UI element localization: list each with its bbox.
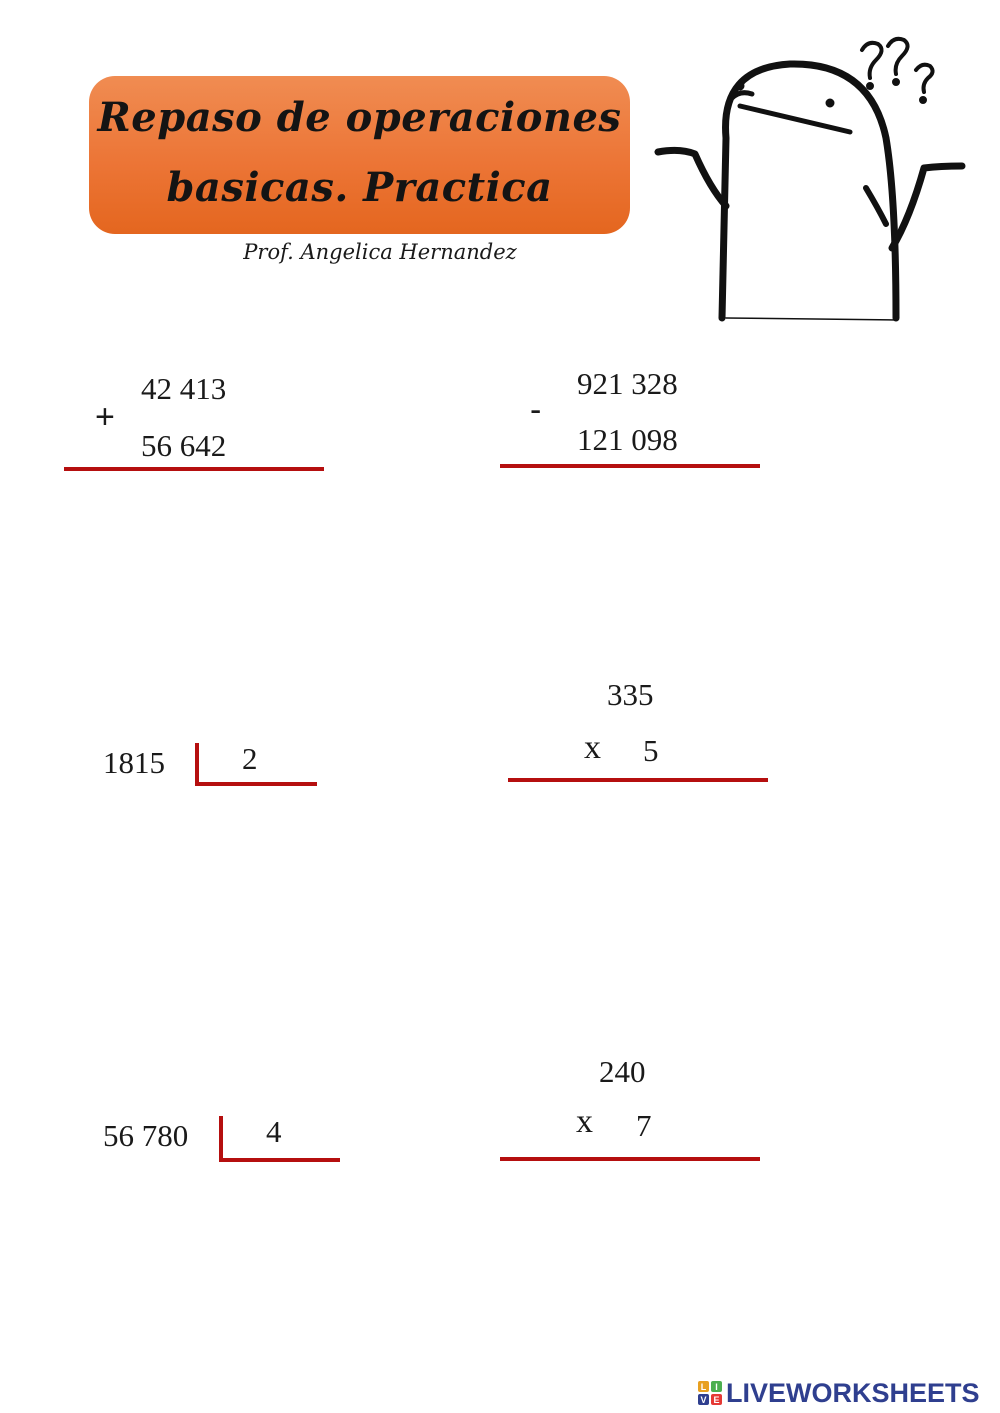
multiplication-2-bottom-number: 7 <box>636 1108 652 1143</box>
multiplication-2-answer-line <box>500 1157 760 1161</box>
author-name: Prof. Angelica Hernandez <box>243 240 517 264</box>
title-banner <box>89 76 630 234</box>
division-2-dividend: 56 780 <box>103 1118 189 1153</box>
addition-bottom-number: 56 642 <box>141 428 227 463</box>
title-line-1: Repaso de operaciones <box>97 94 622 141</box>
logo-letter-l: L <box>698 1381 709 1392</box>
division-1-dividend: 1815 <box>103 745 165 780</box>
addition-operator: + <box>95 398 115 436</box>
subtraction-top-number: 921 328 <box>577 366 678 401</box>
division-1-divisor: 2 <box>242 741 258 776</box>
division-2-bracket-horizontal <box>219 1158 340 1162</box>
liveworksheets-logo-icon <box>698 1381 722 1405</box>
multiplication-2-top-number: 240 <box>599 1054 646 1089</box>
multiplication-1-bottom-number: 5 <box>643 733 659 768</box>
multiplication-1-answer-line <box>508 778 768 782</box>
liveworksheets-watermark <box>698 1378 980 1408</box>
division-2-divisor: 4 <box>266 1114 282 1149</box>
division-1-bracket-vertical <box>195 743 199 786</box>
addition-top-number: 42 413 <box>141 371 227 406</box>
subtraction-bottom-number: 121 098 <box>577 422 678 457</box>
addition-answer-line <box>64 467 324 471</box>
multiplication-1-top-number: 335 <box>607 677 654 712</box>
division-2-bracket-vertical <box>219 1116 223 1162</box>
division-1-bracket-horizontal <box>195 782 317 786</box>
confused-character-illustration <box>640 28 980 338</box>
subtraction-answer-line <box>500 464 760 468</box>
logo-letter-v: V <box>698 1394 709 1405</box>
logo-letter-i: I <box>711 1381 722 1392</box>
title-line-2: basicas. Practica <box>166 164 553 211</box>
watermark-text: LIVEWORKSHEETS <box>726 1377 980 1408</box>
logo-letter-e: E <box>711 1394 722 1405</box>
subtraction-operator: - <box>530 391 542 429</box>
multiplication-2-operator: x <box>576 1103 593 1140</box>
multiplication-1-operator: x <box>584 729 601 766</box>
